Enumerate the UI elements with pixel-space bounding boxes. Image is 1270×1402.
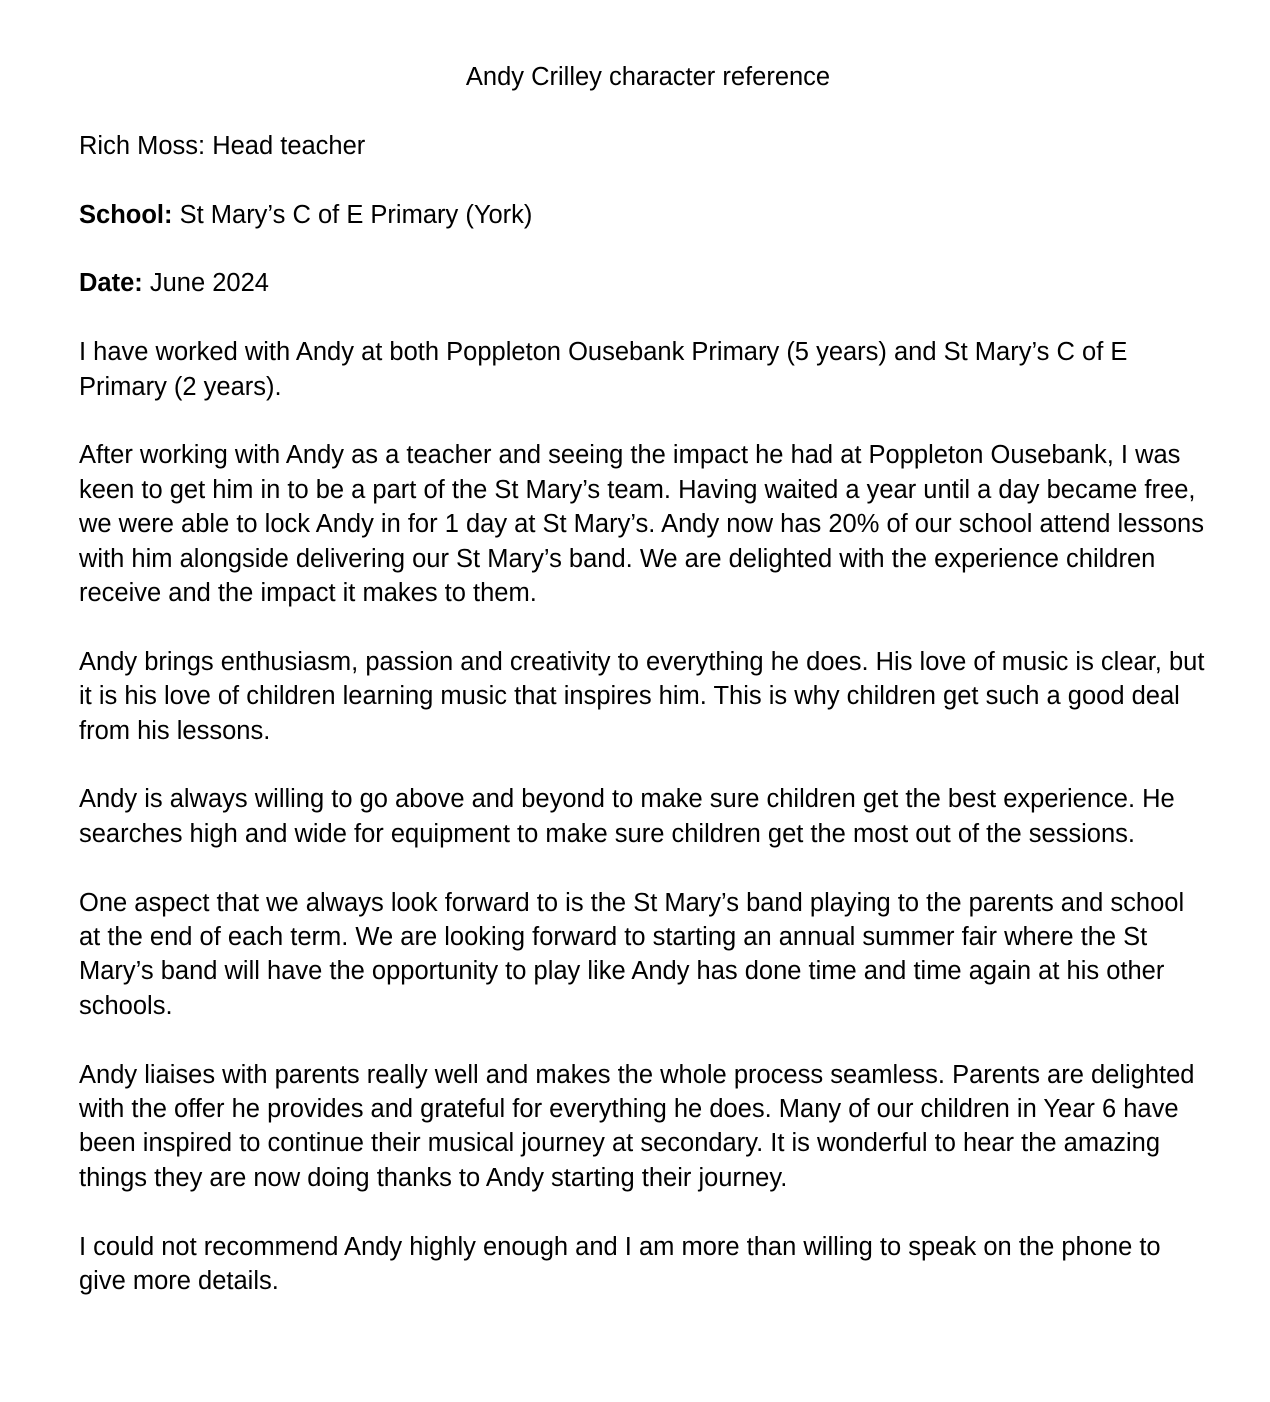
paragraph-enthusiasm: Andy brings enthusiasm, passion and creativity to everything he does. His love of music is clear, but it is his love of children learning music that inspires him. This is why children get such a good deal from his lessons. <box>79 647 1205 745</box>
school-line <box>79 198 1209 232</box>
document-title: Andy Crilley character reference <box>465 63 831 91</box>
document-page <box>79 60 1209 1333</box>
paragraph-parents: Andy liaises with parents really well and makes the whole process seamless. Parents are delighted with the offer he provides and grateful for everything he does. Many of our children in Year 6 have been inspired to continue their musical journey at secondary. It is wonderful to hear the amazing things they are now doing thanks to Andy starting their journey. <box>79 1060 1195 1192</box>
paragraph-recommendation: I could not recommend Andy highly enough and I am more than willing to speak on the phone to give more details. <box>79 1232 1161 1296</box>
school-value: St Mary’s C of E Primary (York) <box>179 200 533 229</box>
date-value: June 2024 <box>149 269 269 298</box>
school-label: School: <box>79 200 173 229</box>
paragraph-joining-st-marys: After working with Andy as a teacher and seeing the impact he had at Poppleton Ousebank, I was keen to get him in to be a part of the St Mary’s team. Having waited a year until a day became free, we were able to lock Andy in for 1 day at St Mary’s. Andy now has 20% of our school attend lessons with him alongside delivering our St Mary’s band. We are delighted with the experience children receive and the impact it makes to them. <box>79 441 1204 608</box>
paragraph-band: One aspect that we always look forward to is the St Mary’s band playing to the parents and school at the end of each term. We are looking forward to starting an annual summer fair where the St Mary’s band will have the opportunity to play like Andy has done time and time again at his other schools. <box>79 888 1185 1020</box>
date-label: Date: <box>79 269 143 298</box>
paragraph-work-history: I have worked with Andy at both Poppleton Ousebank Primary (5 years) and St Mary’s C of E Primary (2 years). <box>79 338 1128 401</box>
date-line <box>79 266 1209 300</box>
author-line: Rich Moss: Head teacher <box>79 131 366 160</box>
paragraph-above-and-beyond: Andy is always willing to go above and beyond to make sure children get the best experience. He searches high and wide for equipment to make sure children get the most out of the sessions. <box>79 785 1175 848</box>
